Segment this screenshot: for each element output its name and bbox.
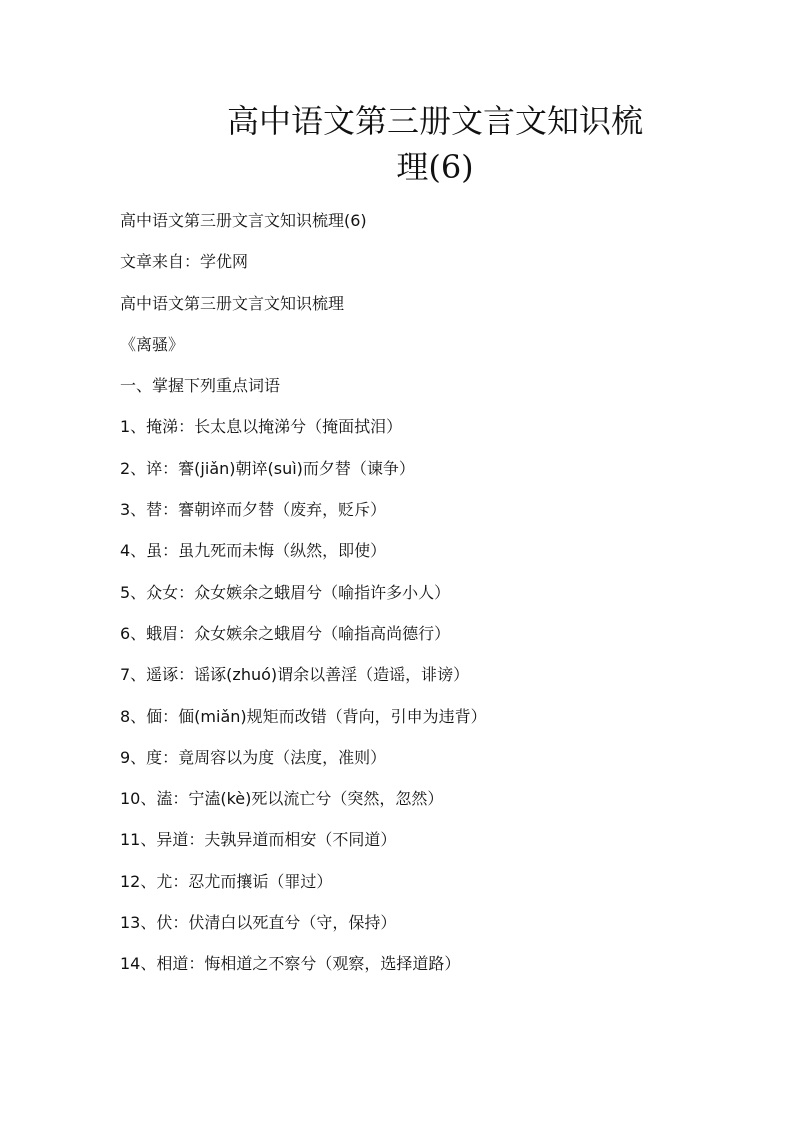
vocab-item: 12、尤：忍尤而攘诟（罪过） xyxy=(120,871,333,891)
vocab-item: 3、替：謇朝谇而夕替（废弃，贬斥） xyxy=(120,500,387,520)
section-heading: 一、掌握下列重点词语 xyxy=(120,376,281,396)
vocab-item: 1、掩涕：长太息以掩涕兮（掩面拭泪） xyxy=(120,417,403,437)
vocab-item: 2、谇：謇(jiǎn)朝谇(suì)而夕替（谏争） xyxy=(120,458,415,478)
vocab-item: 11、异道：夫孰异道而相安（不同道） xyxy=(120,830,397,850)
vocab-item: 5、众女：众女嫉余之蛾眉兮（喻指许多小人） xyxy=(120,582,451,602)
document-body xyxy=(120,211,760,996)
vocab-item: 10、溘：宁溘(kè)死以流亡兮（突然，忽然） xyxy=(120,789,444,809)
vocab-item: 4、虽：虽九死而未悔（纵然，即使） xyxy=(120,541,387,561)
section-title: 《离骚》 xyxy=(120,334,185,354)
heading-line: 高中语文第三册文言文知识梳理 xyxy=(120,293,345,313)
vocab-item: 14、相道：悔相道之不察兮（观察，选择道路） xyxy=(120,954,461,974)
vocab-item: 6、蛾眉：众女嫉余之蛾眉兮（喻指高尚德行） xyxy=(120,623,451,643)
vocab-item: 8、偭：偭(miǎn)规矩而改错（背向，引申为违背） xyxy=(120,706,487,726)
vocab-item: 13、伏：伏清白以死直兮（守，保持） xyxy=(120,913,397,933)
document-title xyxy=(100,98,770,190)
vocab-item: 7、遥诼：谣诼(zhuó)谓余以善淫（造谣，诽谤） xyxy=(120,665,470,685)
source-line: 文章来自：学优网 xyxy=(120,252,249,272)
vocab-item: 9、度：竟周容以为度（法度，准则） xyxy=(120,747,387,767)
subtitle-line: 高中语文第三册文言文知识梳理(6) xyxy=(120,211,367,230)
title-line-1: 高中语文第三册文言文知识梳 xyxy=(226,102,643,140)
title-line-2: 理(6) xyxy=(396,148,474,186)
